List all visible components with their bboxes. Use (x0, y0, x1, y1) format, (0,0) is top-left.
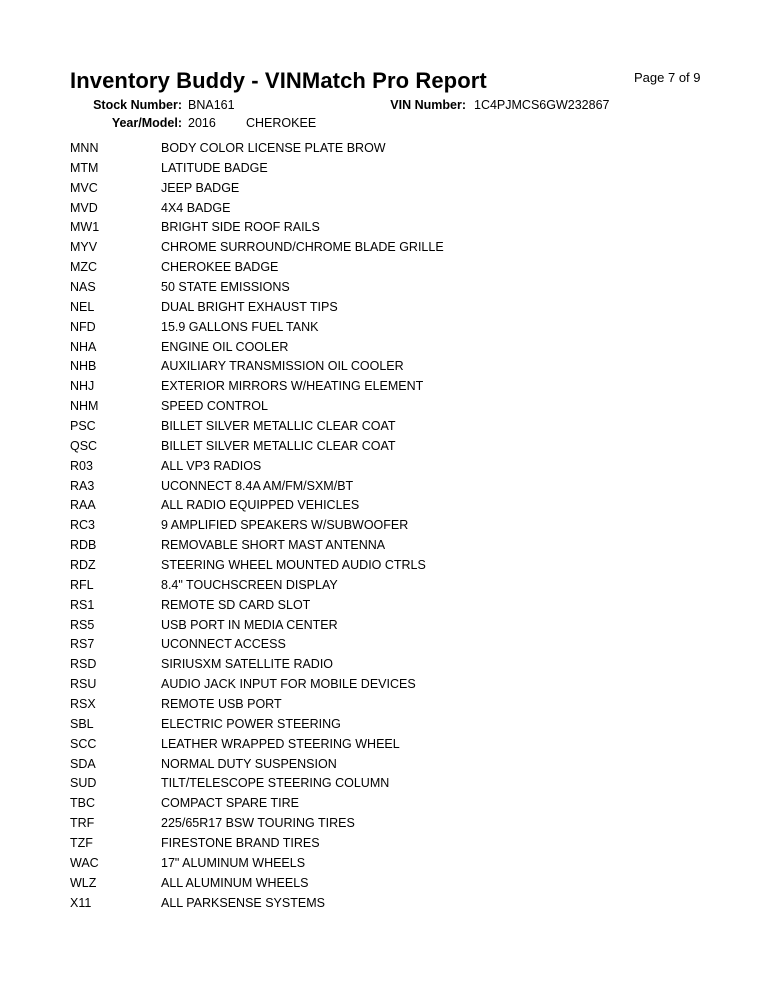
option-row (70, 356, 444, 376)
option-row (70, 833, 444, 853)
option-description: NORMAL DUTY SUSPENSION (161, 756, 337, 771)
option-code: SUD (70, 776, 97, 791)
option-description: ALL RADIO EQUIPPED VEHICLES (161, 498, 360, 513)
option-description: LEATHER WRAPPED STEERING WHEEL (161, 736, 400, 751)
option-description: BILLET SILVER METALLIC CLEAR COAT (161, 418, 396, 433)
option-description: DUAL BRIGHT EXHAUST TIPS (161, 299, 338, 314)
option-code: QSC (70, 438, 98, 453)
option-code: RS5 (70, 617, 95, 632)
option-code: MTM (70, 160, 99, 175)
option-code: X11 (70, 895, 92, 910)
option-row (70, 873, 444, 893)
option-row (70, 515, 444, 535)
option-row (70, 337, 444, 357)
vin-number-label: VIN Number: (390, 98, 466, 112)
option-code: MVD (70, 200, 98, 215)
option-code: RDZ (70, 557, 96, 572)
option-description: ALL ALUMINUM WHEELS (161, 875, 309, 890)
option-code: RSD (70, 657, 97, 672)
option-row (70, 396, 444, 416)
option-row (70, 714, 444, 734)
option-description: CHEROKEE BADGE (161, 260, 279, 275)
option-code: NHM (70, 399, 99, 414)
option-code: NFD (70, 319, 96, 334)
option-code: NHJ (70, 379, 95, 394)
option-code: TZF (70, 836, 93, 850)
option-code: RFL (70, 577, 94, 592)
option-description: 225/65R17 BSW TOURING TIRES (161, 816, 355, 831)
option-code-list (70, 138, 444, 913)
option-code: RS7 (70, 637, 95, 652)
option-code: MW1 (70, 220, 100, 235)
option-description: REMOVABLE SHORT MAST ANTENNA (161, 538, 386, 553)
option-row (70, 793, 444, 813)
option-description: ENGINE OIL COOLER (161, 339, 289, 354)
option-row (70, 416, 444, 436)
option-code: MNN (70, 140, 99, 155)
option-description: ELECTRIC POWER STEERING (161, 716, 341, 731)
option-code: RS1 (70, 597, 95, 612)
option-row (70, 158, 444, 178)
option-description: CHROME SURROUND/CHROME BLADE GRILLE (161, 240, 444, 255)
option-description: AUXILIARY TRANSMISSION OIL COOLER (161, 359, 404, 374)
option-code: RAA (70, 498, 96, 513)
option-row (70, 198, 444, 218)
option-description: 9 AMPLIFIED SPEAKERS W/SUBWOOFER (161, 518, 409, 533)
option-description: LATITUDE BADGE (161, 160, 268, 175)
option-row (70, 436, 444, 456)
option-code: SDA (70, 756, 96, 771)
option-row (70, 634, 444, 654)
option-description: UCONNECT 8.4A AM/FM/SXM/BT (161, 478, 354, 493)
report-title: Inventory Buddy - VINMatch Pro Report (70, 68, 487, 93)
option-row (70, 774, 444, 794)
option-row (70, 257, 444, 277)
option-description: REMOTE USB PORT (161, 696, 282, 711)
option-description: COMPACT SPARE TIRE (161, 796, 299, 811)
option-row (70, 237, 444, 257)
option-code: NHB (70, 359, 97, 374)
option-row (70, 217, 444, 237)
option-description: BILLET SILVER METALLIC CLEAR COAT (161, 438, 396, 453)
option-code: RA3 (70, 478, 95, 493)
option-code: MYV (70, 240, 98, 255)
option-row (70, 535, 444, 555)
option-row (70, 277, 444, 297)
option-description: EXTERIOR MIRRORS W/HEATING ELEMENT (161, 379, 424, 394)
stock-number-label: Stock Number: (93, 98, 182, 112)
option-row (70, 595, 444, 615)
option-row (70, 575, 444, 595)
option-description: BRIGHT SIDE ROOF RAILS (161, 220, 320, 235)
option-description: ALL PARKSENSE SYSTEMS (161, 895, 325, 910)
option-description: STEERING WHEEL MOUNTED AUDIO CTRLS (161, 557, 426, 572)
option-row (70, 178, 444, 198)
option-row (70, 615, 444, 635)
model-value: CHEROKEE (246, 116, 317, 130)
option-row (70, 734, 444, 754)
option-row (70, 694, 444, 714)
option-code: TBC (70, 796, 95, 811)
option-row (70, 317, 444, 337)
option-row (70, 456, 444, 476)
option-description: BODY COLOR LICENSE PLATE BROW (161, 140, 386, 155)
stock-number-value: BNA161 (188, 98, 235, 112)
option-code: WAC (70, 855, 99, 870)
option-row (70, 495, 444, 515)
option-code: PSC (70, 418, 96, 433)
option-row (70, 654, 444, 674)
option-description: SIRIUSXM SATELLITE RADIO (161, 657, 334, 672)
option-row (70, 893, 444, 913)
year-model-label: Year/Model: (111, 116, 182, 130)
option-description: AUDIO JACK INPUT FOR MOBILE DEVICES (161, 677, 416, 692)
vin-number-value: 1C4PJMCS6GW232867 (474, 98, 610, 112)
option-description: USB PORT IN MEDIA CENTER (161, 617, 338, 632)
option-description: 8.4" TOUCHSCREEN DISPLAY (161, 577, 338, 592)
option-code: SBL (70, 716, 94, 731)
option-row (70, 853, 444, 873)
option-code: RDB (70, 538, 97, 553)
option-code: NHA (70, 339, 97, 354)
option-description: 50 STATE EMISSIONS (161, 279, 290, 294)
option-description: 17" ALUMINUM WHEELS (161, 855, 306, 870)
option-code: MVC (70, 180, 98, 195)
option-code: NEL (70, 299, 95, 314)
option-code: SCC (70, 736, 97, 751)
option-description: 15.9 GALLONS FUEL TANK (161, 319, 319, 334)
page-number: Page 7 of 9 (634, 70, 701, 85)
option-row (70, 674, 444, 694)
option-description: SPEED CONTROL (161, 399, 268, 414)
option-code: WLZ (70, 875, 97, 890)
option-description: ALL VP3 RADIOS (161, 458, 262, 473)
option-code: TRF (70, 816, 95, 831)
year-value: 2016 (188, 116, 216, 130)
option-code: RC3 (70, 518, 96, 533)
option-code: R03 (70, 458, 93, 473)
option-code: NAS (70, 279, 96, 294)
option-description: FIRESTONE BRAND TIRES (161, 836, 320, 850)
option-row (70, 376, 444, 396)
option-row (70, 555, 444, 575)
option-row (70, 813, 444, 833)
option-code: RSU (70, 677, 97, 692)
option-description: UCONNECT ACCESS (161, 637, 286, 652)
option-row (70, 297, 444, 317)
option-code: RSX (70, 696, 96, 711)
option-description: REMOTE SD CARD SLOT (161, 597, 311, 612)
option-description: TILT/TELESCOPE STEERING COLUMN (161, 776, 390, 791)
option-code: MZC (70, 260, 98, 275)
option-row (70, 754, 444, 774)
option-row (70, 476, 444, 496)
option-description: JEEP BADGE (161, 180, 240, 195)
option-description: 4X4 BADGE (161, 200, 231, 215)
option-row (70, 138, 444, 158)
